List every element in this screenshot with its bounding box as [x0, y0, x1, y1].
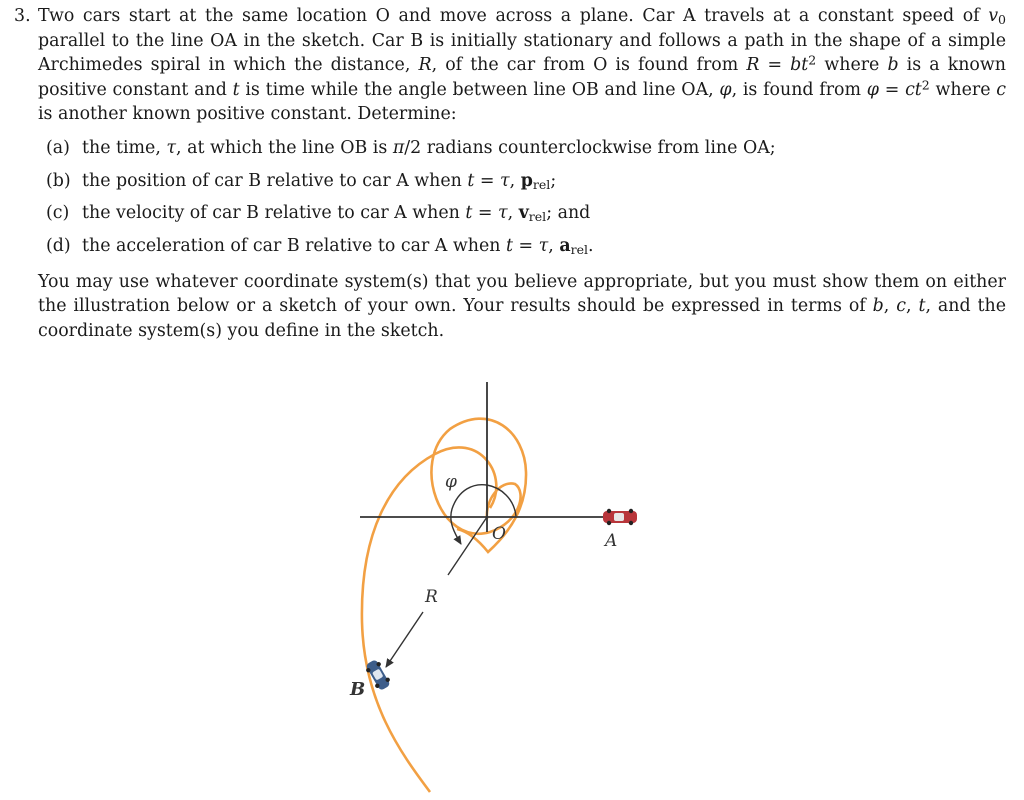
text-segment: 0 [998, 12, 1006, 28]
text-segment: , is found from [731, 79, 867, 100]
text-segment: ; [550, 170, 557, 191]
text-segment: is a known positive constant and [38, 55, 1006, 100]
question-parts [14, 136, 1006, 258]
text-segment: , [548, 235, 560, 256]
text-segment: , [906, 296, 919, 317]
car-a-label: A [605, 531, 618, 551]
text-segment: v [518, 203, 529, 224]
text-segment: τ [498, 203, 508, 224]
text-segment: bt [790, 55, 809, 76]
text-segment: is another known positive constant. Determine: [38, 104, 457, 125]
text-segment: where [816, 55, 888, 76]
car-a-icon [603, 509, 637, 525]
problem-number: 3. [14, 6, 31, 26]
question-part [46, 201, 1006, 225]
text-segment: φ [719, 79, 732, 100]
phi-label: φ [445, 472, 457, 492]
text-segment: = [878, 79, 906, 100]
text-segment: the acceleration of car B relative to car A when [82, 235, 506, 256]
part-label: (a) [46, 137, 70, 158]
text-segment: c [996, 79, 1007, 100]
origin-label: O [492, 524, 506, 544]
text-segment: τ [538, 235, 549, 256]
text-segment: t [232, 79, 240, 100]
text-segment: parallel to the line OA in the sketch. Car B is initially stationary and follows a path in the shape of a simple Archimedes spiral in which the distance, [38, 30, 1006, 76]
text-segment: ct [905, 79, 922, 100]
text-segment: ; and [546, 203, 591, 224]
text-segment: , [883, 296, 897, 317]
text-segment: a [559, 235, 571, 256]
text-segment: , of the car from O is found from [431, 55, 747, 76]
text-segment: c [896, 296, 906, 317]
text-segment: t [505, 235, 513, 256]
text-segment: the velocity of car B relative to car A when [82, 203, 466, 224]
text-segment: . [588, 235, 594, 256]
figure-svg [330, 372, 660, 800]
question-part [46, 136, 1006, 160]
text-segment: b [872, 296, 884, 317]
text-segment: τ [166, 137, 177, 158]
text-segment: rel [528, 209, 547, 225]
text-segment: the position of car B relative to car A when [82, 170, 468, 191]
text-segment: You may use whatever coordinate system(s) that you believe appropriate, but you must show them on either the illustration below or a sketch of your own. Your results should be expressed in terms of [38, 271, 1006, 317]
radius-label: R [425, 587, 438, 607]
text-segment: = [759, 55, 791, 76]
problem-statement [14, 4, 1006, 344]
question-part [46, 234, 1006, 258]
text-segment: = [512, 235, 539, 256]
text-segment: , and the coordinate system(s) you define in the sketch. [38, 296, 1007, 341]
text-segment: τ [500, 170, 510, 191]
text-segment: t [918, 296, 926, 317]
problem-instructions [38, 270, 1006, 344]
text-segment: π [392, 137, 405, 158]
text-segment: where [929, 79, 997, 100]
phi-angle-arc [451, 485, 516, 544]
problem-intro [38, 4, 1006, 127]
radius-line-lower [386, 612, 423, 667]
question-part [46, 169, 1006, 193]
text-segment: = [472, 203, 498, 224]
text-segment: b [887, 55, 899, 76]
text-segment: rel [532, 176, 551, 192]
text-segment: 2 [808, 52, 817, 68]
text-segment: p [520, 170, 533, 191]
text-segment: R [418, 55, 432, 76]
spiral-figure [330, 372, 660, 800]
text-segment: , at which the line OB is [176, 137, 393, 158]
part-label: (c) [46, 203, 70, 224]
text-segment: = [474, 170, 501, 191]
part-label: (b) [46, 170, 71, 191]
text-segment: Two cars start at the same location O and move across a plane. Car A travels at a constant speed of [38, 6, 989, 26]
text-segment: v [988, 6, 999, 26]
text-segment: 2 [921, 77, 930, 93]
part-label: (d) [46, 235, 71, 256]
text-segment: t [467, 170, 475, 191]
text-segment: , [509, 170, 521, 191]
text-segment: , [507, 203, 519, 224]
text-segment: R [746, 55, 760, 76]
text-segment: the time, [82, 137, 167, 158]
spiral-path [362, 419, 526, 792]
text-segment: /2 radians counterclockwise from line OA; [404, 137, 776, 158]
text-segment: φ [866, 79, 879, 100]
car-b-label: B [350, 679, 366, 700]
text-segment: t [465, 203, 473, 224]
text-segment: rel [570, 241, 588, 257]
text-segment: is time while the angle between line OB and line OA, [239, 79, 720, 100]
